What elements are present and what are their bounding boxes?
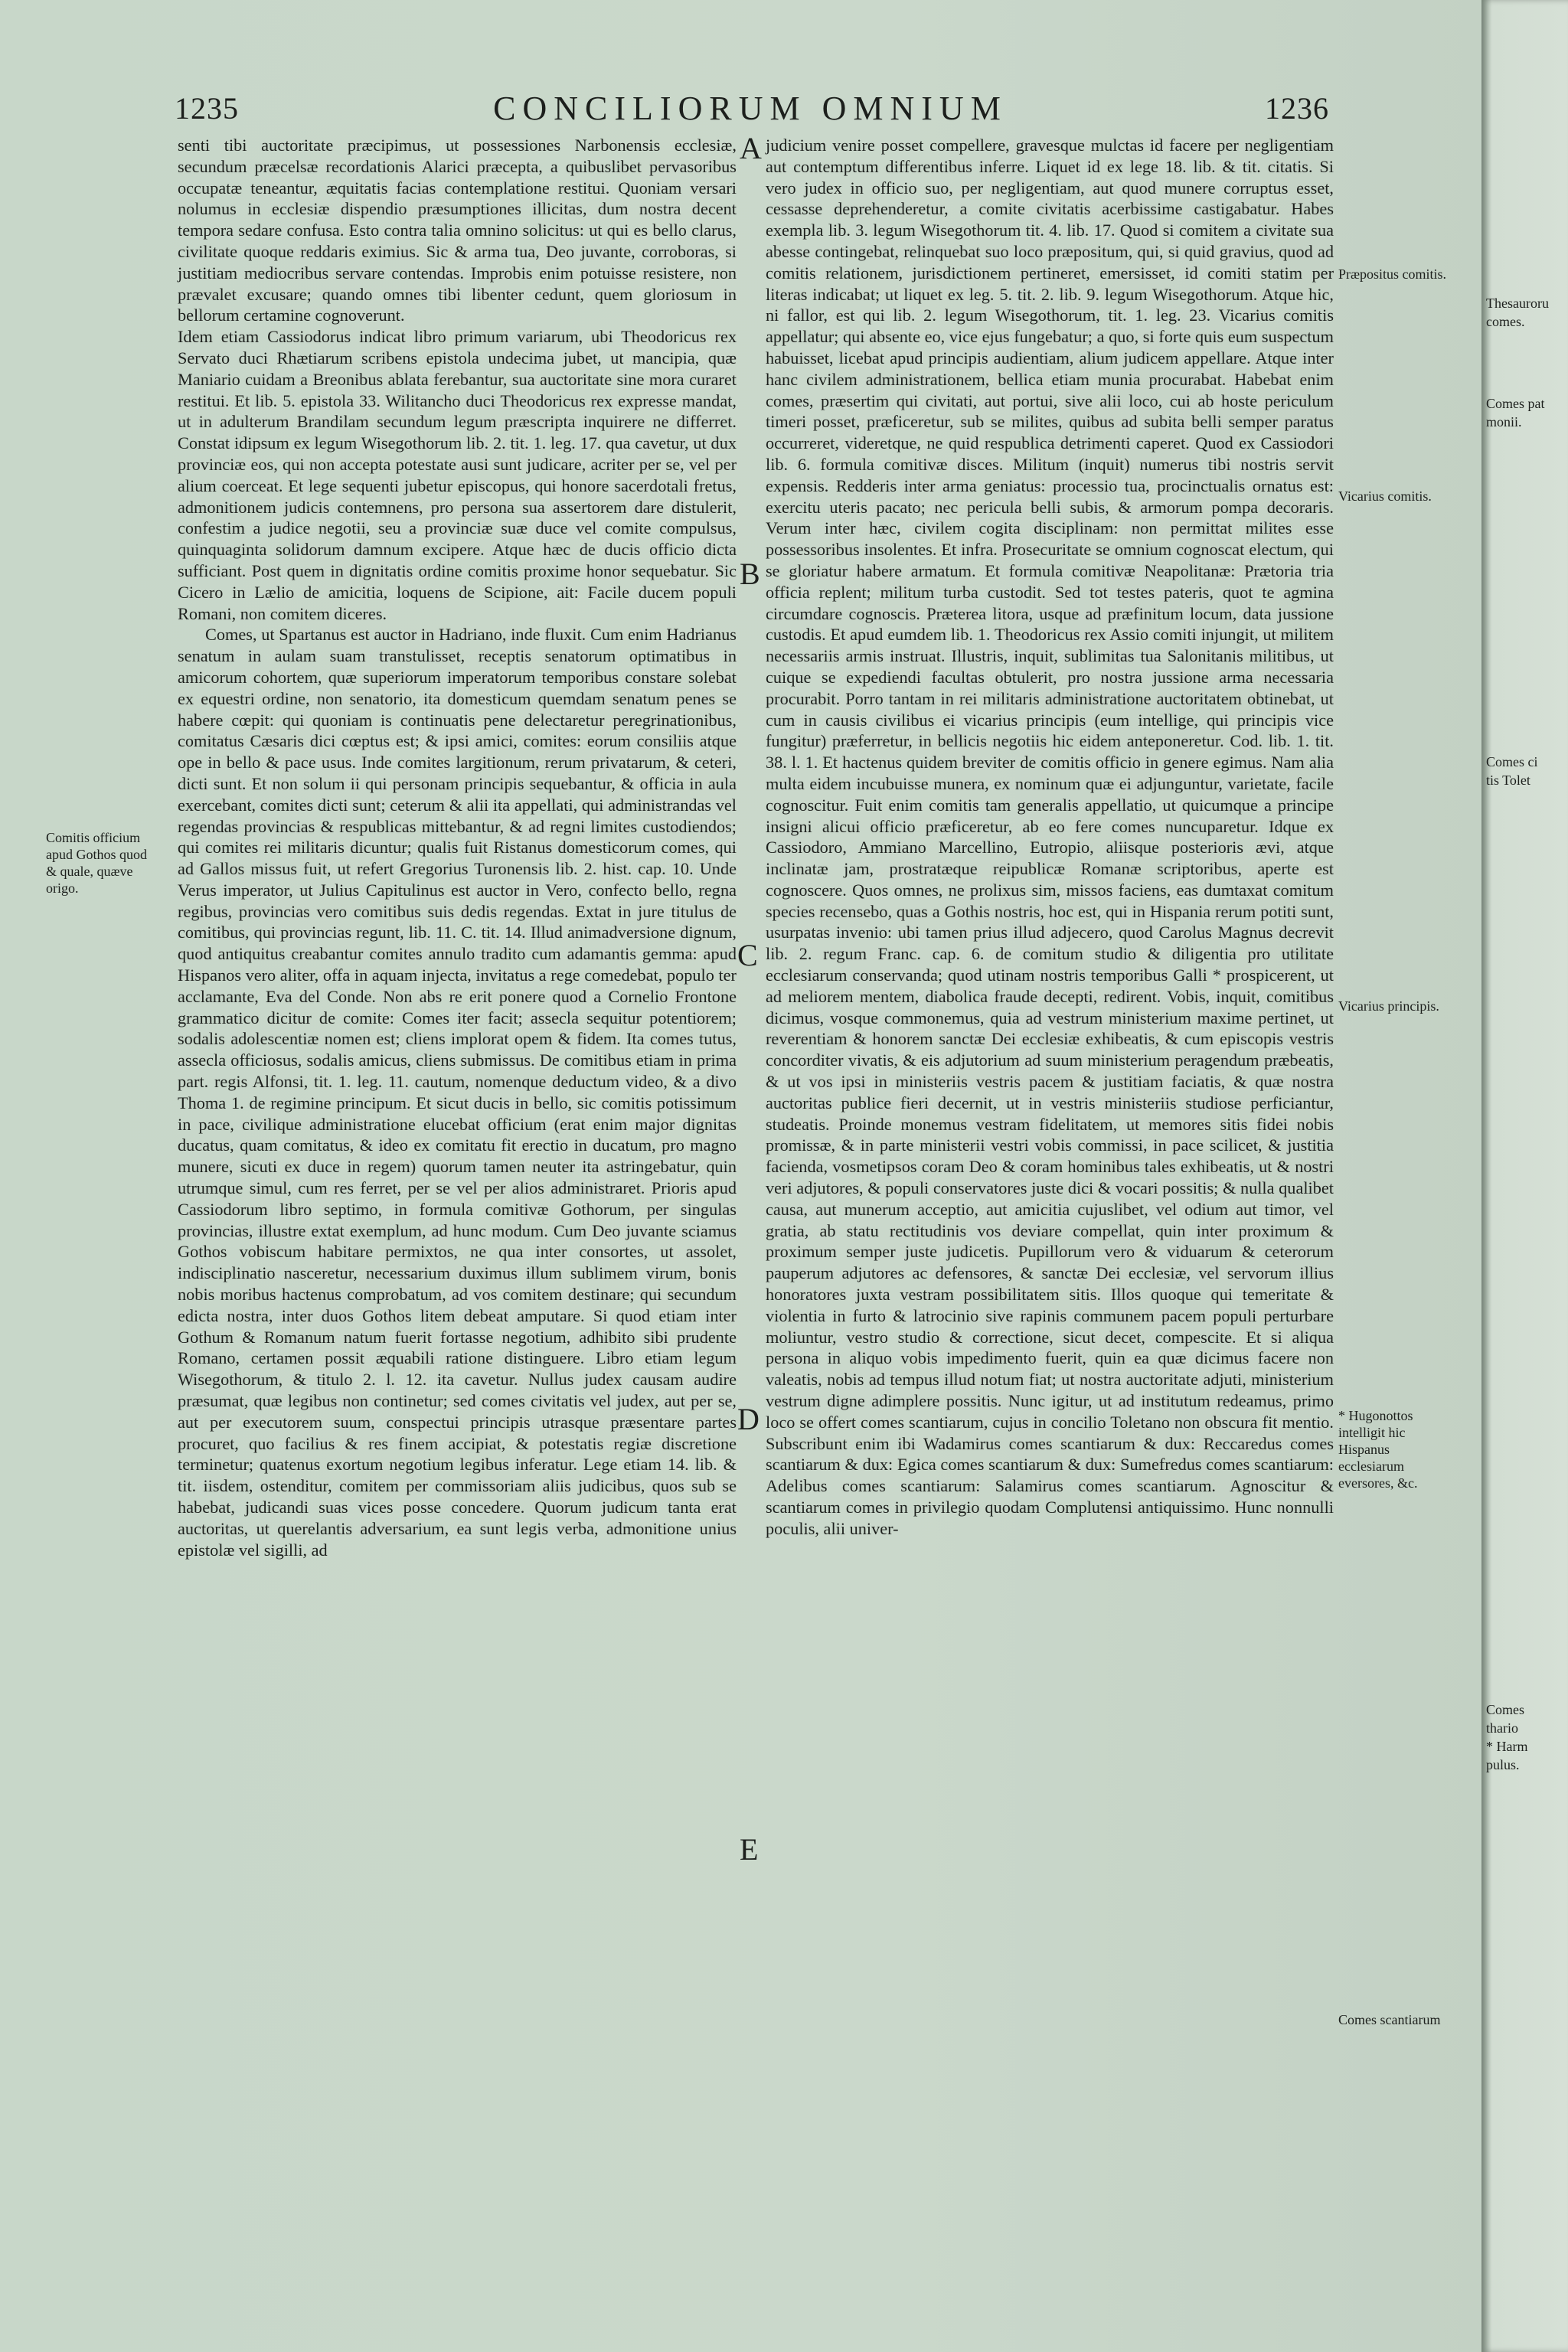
facing-page-note: * Harm <box>1486 1739 1528 1754</box>
paragraph: judicium venire posset compellere, gravesque mulctas id facere per negligentiam aut contemptum differentibus inferre. Liquet id ex lege 18. lib. & tit. citatis. Si vero judex in officio suo, per negligentiam, aut quod munere corruptus esset, cessasse deprehenderetur, a comite civitatis acerbissime castigabatur. Habes exempla lib. 3. legum Wisegothorum tit. 4. lib. 17. Quod si comitem a civitate sua abesse contingebat, relinquebat suo loco præpositum, qui, si quid gravius, quod ad comitis relationem, jurisdictionem pertineret, emersisset, id comiti statim per literas indicabat; ut liquet ex leg. 5. tit. 2. lib. 9. legum Wisegothorum. Atque hic, ni fallor, est qui lib. 2. legum Wisegothorum, tit. 1. leg. 23. Vicarius comitis appellatur; qui absente eo, vice ejus fungebatur; a quo, si forte quis eum suspectum habuisset, licebat apud principis audientiam, alium judicem appellare. Atque inter hanc civilem administrationem, bellica etiam munia procurabat. Habebat enim comes, præsertim qui civitati, aut portui, sive alii loco, cui ab hoste periculum timeri posset, præficeretur, sub se milites, quibus ad subita belli semper paratus occurreret, videretque, ne quid respublica detrimenti caperet. Quod ex Cassiodori lib. 6. formula comitivæ disces. Militum (inquit) numerus tibi nostris servit expensis. Redderis inter arma geniatus: processio tua, procinctualis ornatus est: exercitu uteris pacato; nec pericula belli subis, & armorum pompa decoraris. Verum inter hæc, civilem cogita disciplinam: non permittat milites esse possessoribus insolentes. Et infra. Prosecuritate se omnium cognoscat electum, qui se gloriatur habere armatum. Et formula comitivæ Neapolitanæ: Prætoria tria officia replent; militum turba custodit. Sed tot testes pateris, quot te agmina circumdare cognoscis. Præterea litora, usque ad præfinitum locum, data jussione custodis. Et apud eumdem lib. 1. Theodoricus rex Assio comiti injungit, ut militem necessariis armis instruat. Illustris, inquit, sublimitas tua Salonitanis militibus, ut cuique se expediendi facultas obtulerit, pro nostra jussione arma necessaria procurabit. Porro tantam in rei militaris administratione auctoritatem obtinebat, ut cum in causis civilibus ei vicarius principis (eum intellige, qui principis vice fungitur) præferretur, in bellicis negotiis hic eidem anteponeretur. Cod. lib. 1. tit. 38. l. 1. Et hactenus quidem breviter de comitis officio in genere egimus. Nam alia multa eidem incubuisse munera, ex nominum quæ ei adjunguntur, varietate, facile cognoscitur. Fuit enim comitis tam generalis appellatio, ut quicumque a principe insigni alicui officio præficeretur, ab eo fere comes nuncuparetur. Idque ex Cassiodoro, Ammiano Marcellino, Eutropio, aliisque posterioris ævi, atque inclinatæ jam, prostratæque reipublicæ Romanæ scriptoribus, aperte est cognoscere. Quos omnes, ne prolixus sim, missos faciens, eas dumtaxat comitum species recensebo, quas a Gothis nostris, hoc est, qui in Hispania rerum potiti sunt, usurpatas invenio: ubi tamen prius illud adjecero, quod Carolus Magnus decrevit lib. 2. regum Franc. cap. 6. de comitum studio & diligentia pro utilitate ecclesiarum conservanda; quod utinam nostris temporibus Galli * prospicerent, ut ad meliorem mentem, diabolica fraude decepti, redirent. Vobis, inquit, comitibus dicimus, vosque commonemus, quia ad vestrum ministerium maxime pertinet, ut reverentiam & honorem sanctæ Dei ecclesiæ exhibeatis, & cum episcopis vestris concorditer vivatis, & eis adjutorium ad suum ministerium peragendum præbeatis, & ut vos ipsi in ministeriis vestris pacem & justitiam faciatis, & quæ nostra auctoritas publice fieri decernit, ut in vestris ministeriis studiose perficiantur, studeatis. Proinde monemus vestram fidelitatem, ut memores sitis fidei nobis promissæ, & in parte ministerii vestri vobis commissi, in pace scilicet, & justitia facienda, vosmetipsos coram Deo & coram hominibus tales exhibeatis, ut & nostri veri adjutores, & populi conservatores juste dici & vocari possitis; & nulla qualibet causa, aut munerum acceptio, aut amicitia cujuslibet, vel odium aut timor, vel gratia, ab statu rectitudinis vos deviare compellat, quin inter proximum & proximum semper juste judicetis. Pupillorum vero & viduarum & ceterorum pauperum adjutores ac defensores, & sanctæ Dei ecclesiæ, vel servorum illius honoratores juxta vestram possibilitatem sitis. Illos quoque qui temeritate & violentia in furto & latrocinio sive rapinis communem pacem populi perturbare moliuntur, vestro studio & correctione, sicut decet, compescite. Et si aliqua persona in aliquo vobis impedimento fuerit, quin ea quæ dicimus facere non valeatis, nobis ad tempus illud notum fiat; ut nostra auctoritate adjuti, ministerium vestrum digne adimplere possitis. Nunc igitur, ut ad institutum redeamus, primo loco se offert comes scantiarum, cujus in concilio Toletano non obscura fit mentio. Subscribunt enim ibi Wadamirus comes scantiarum & dux: Reccaredus comes scantiarum & dux: Egica comes scantiarum & dux: Sumefredus comes scantiarum: Adelibus comes scantiarum: Salamirus comes scantiarum. Agnoscitur & scantiarum comes in privilegio quodam Complutensi antiquissimo. Hunc nonnulli poculis, alii univer- <box>766 136 1334 1538</box>
section-letter-b: B <box>740 557 760 591</box>
section-letter-e: E <box>740 1832 759 1867</box>
text-column-left <box>178 135 737 1560</box>
margin-note-right: Vicarius comitis. <box>1338 488 1432 504</box>
facing-page-note: Comes <box>1486 1702 1525 1717</box>
facing-page-note: pulus. <box>1486 1757 1520 1772</box>
facing-page-note: tis Tolet <box>1486 773 1530 788</box>
page-number-right: 1236 <box>1265 91 1329 126</box>
section-letter-a: A <box>740 131 762 165</box>
paragraph: Idem etiam Cassiodorus indicat libro primum variarum, ubi Theodoricus rex Servato duci Rhætiarum scribens epistola undecima jubet, ut mancipia, quæ Maniario cuidam a Breonibus ablata ferebantur, sua auctoritate sine mora curaret restitui. Et lib. 5. epistola 33. Wilitancho duci Theodoricus rex expresse mandat, ut in adulterum Brandilam secundum legum præscripta inquirere ne differret. Constat idipsum ex legum Wisegothorum lib. 2. tit. 1. leg. 17. qua cavetur, ut dux provinciæ eos, qui non accepta potestate ausi sunt judicare, acriter per se, vel per alium coerceat. Et lege sequenti jubetur episcopus, qui honore sacerdotali fretus, admonitionem judicis contemnens, pro persona sua assertorem dare distulerit, confestim a judice negotii, seu a provinciæ suæ duce vel comite compulsus, quinquaginta solidorum damnum excipere. Atque hæc de ducis officio dicta sufficiant. Post quem in dignitatis ordine comitis proxime honor sequebatur. Sic Cicero in Lælio de amicitia, loquens de Scipione, ait: Facile ducem populi Romani, non comitem diceres. <box>178 327 737 623</box>
margin-note-right: Comes scantiarum <box>1338 2012 1441 2027</box>
facing-page-note: Thesauroru <box>1486 296 1549 311</box>
section-letter-c: C <box>737 938 758 972</box>
margin-note-right: Vicarius principis. <box>1338 998 1439 1014</box>
margin-note-right: * Hugonottos intelligit hic Hispanus ecclesiarum eversores, &c. <box>1338 1408 1418 1491</box>
page-number-left: 1235 <box>175 91 239 126</box>
text-column-right <box>766 135 1334 1540</box>
facing-page-note: thario <box>1486 1720 1518 1736</box>
facing-page-note: Comes pat <box>1486 396 1545 411</box>
section-letter-d: D <box>737 1402 760 1436</box>
paragraph: senti tibi auctoritate præcipimus, ut possessiones Narbonensis ecclesiæ, secundum præcelsæ recordationis Alarici præcepta, a quibuslibet pervasoribus occupatæ teneantur, æquitatis facias contemplatione restitui. Quoniam versari nolumus in ecclesiæ dispendio præsumptiones illicitas, dum nostra decent tempora sedare confusa. Esto contra talia omnino solicitus: ut qui es bello clarus, civilitate quoque reddaris eximius. Sic & arma tua, Deo juvante, corroboras, si justitiam mediocribus servare contendas. Improbis enim potuisse resistere, non prævalet excusare; quando omnes tibi libenter cedunt, quem gloriosum in bellorum certamine cognoverunt. <box>178 136 737 325</box>
running-header <box>0 86 1485 132</box>
facing-page-edge <box>1481 0 1568 2352</box>
facing-page-note: monii. <box>1486 414 1522 430</box>
facing-page-note: comes. <box>1486 314 1525 329</box>
running-title: CONCILIORUM OMNIUM <box>493 90 1008 127</box>
margin-note-right: Præpositus comitis. <box>1338 266 1447 282</box>
paragraph: Comes, ut Spartanus est auctor in Hadriano, inde fluxit. Cum enim Hadrianus senatum in aulam suam transtulisset, receptis senatorum optimatibus in amicorum cohortem, quæ superiorum imperatorum temporibus constare solebat ex equestri ordine, non senatorio, ita domesticum quemdam senatum penes se habere cœpit: qui quoniam is continuatis pene delectaretur peregrinationibus, comitatus Cæsaris dici cœptus est; & ipsi amici, comites: eorum consiliis atque ope in bello & pace usus. Inde comites largitionum, rerum privatarum, & ceteri, dicti sunt. Et non solum ii qui personam principis sequebantur, & officia in aula exercebant, comites dicti sunt; ceterum & alii ita appellati, qui administrandas vel regendas provincias & respublicas mittebantur, & ad regni limites custodiendos; qui comites rei militaris dicuntur; qualis fuit Ristanus domesticorum comes, qui ad Gallos missus fuit, ut refert Gregorius Turonensis lib. 2. hist. cap. 10. Unde Verus imperator, ut Julius Capitulinus est auctor in Vero, confecto bello, regna regibus, provincias vero comitibus suis dedis regendas. Extat in jure titulus de comitibus, qui provincias regunt, lib. 11. C. tit. 14. Illud animadversione dignum, quod antiquitus creabantur comites annulo tradito cum adamantis gemma: apud Hispanos vero aliter, offa in aquam injecta, invitatus a rege comedebat, populo ter acclamante, Eva del Conde. Non abs re erit ponere quod a Cornelio Frontone grammatico dicitur de comite: Comes iter facit; assecla sequitur potentiorem; sodalis adolescentiæ nomen est; cliens implorat opem & fidem. Ita comes tutus, assecla officiosus, sodalis amicus, cliens submissus. De comitibus etiam in prima part. regis Alfonsi, tit. 1. leg. 11. cautum, nomenque deductum video, & a divo Thoma 1. de regimine principum. Et sicut ducis in bello, sic comitis potissimum in pace, civilique administratione elucebat officium (erat enim major dignitas ducatus, quam comitatus, & ideo ex comitatu fit erectio in ducatum, pro magno munere, sicuti ex duce in regem) quorum tamen neuter ita astringebatur, quin utrumque simul, cum res ferret, per se vel per alios administraret. Prioris apud Cassiodorum libro septimo, in formula comitivæ Gothorum, per singulas provincias, illustre extat exemplum, ad hunc modum. Cum Deo juvante sciamus Gothos vobiscum habitare permixtos, ne qua inter consortes, ut assolet, indisciplinatio nasceretur, necessarium duximus illum sublimem virum, bonis nobis moribus hactenus comprobatum, ad vos comitem destinare; qui secundum edicta nostra, inter duos Gothos litem debeat amputare. Si quod etiam inter Gothum & Romanum natum fuerit fortasse negotium, adhibito sibi prudente Romano, certamen possit æquabili ratione distinguere. Libro etiam legum Wisegothorum, & titulo 2. l. 12. ita cavetur. Nullus judex causam audire præsumat, quæ legibus non continetur; sed comes civitatis vel judex, aut per se, aut per executorem suum, conspectui principis utrasque præsentare partes procuret, quo facilius & res finem accipiat, & potestatis regiæ discretione terminetur; quatenus exortum negotium legibus inferatur. Lege etiam 14. lib. & tit. iisdem, ostenditur, comitem per commissoriam aliis judicibus, quos sub se habebat, judicandi suas vices posse concedere. Quorum judicum tanta erat auctoritas, ut querelantis adversarium, ea sunt legis verba, admonitione unius epistolæ vel sigilli, ad <box>178 625 737 1560</box>
margin-note-left: Comitis officium apud Gothos quod & quale, quæve origo. <box>46 830 147 896</box>
facing-page-note: Comes ci <box>1486 754 1538 769</box>
